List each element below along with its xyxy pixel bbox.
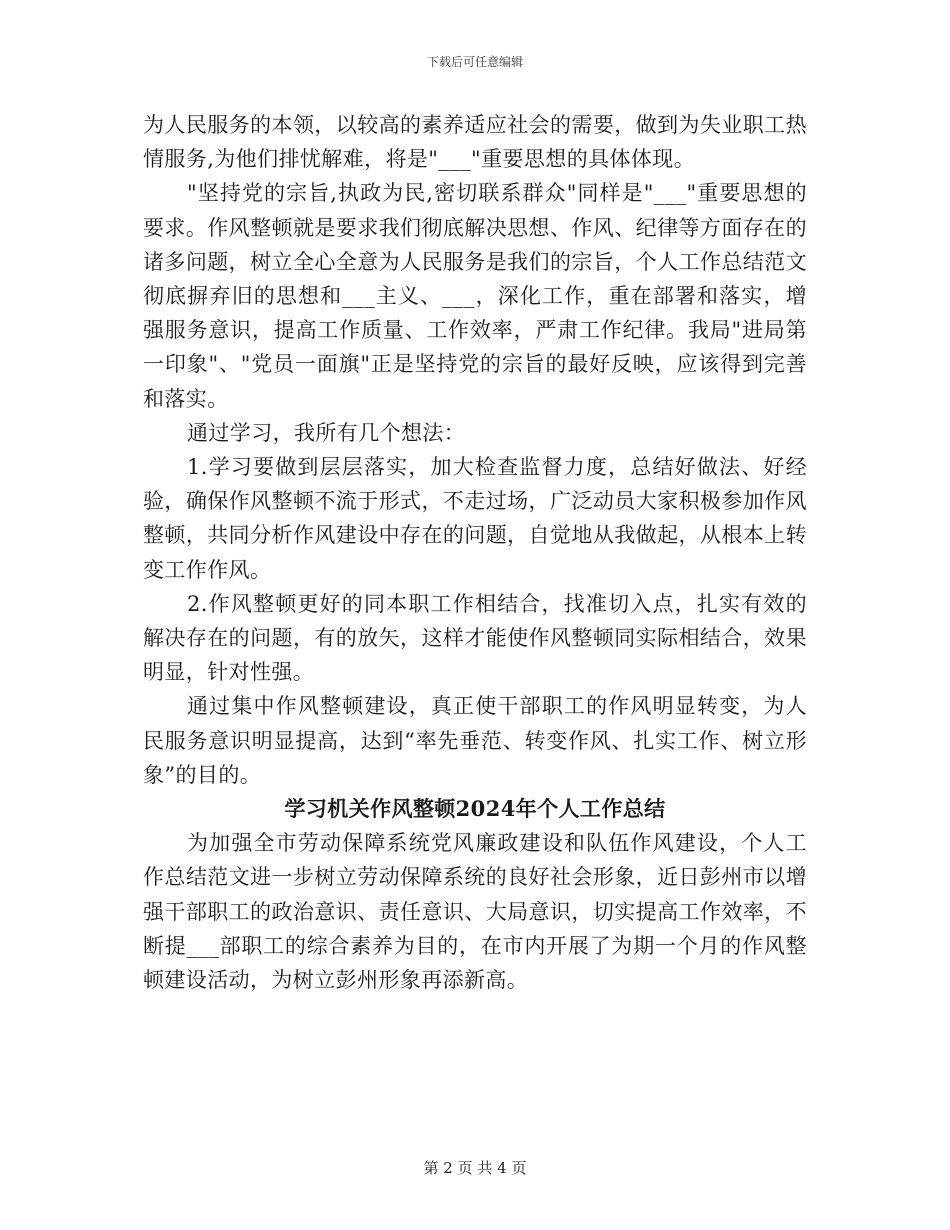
section-title: 学习机关作风整顿2024年个人工作总结 — [284, 796, 666, 822]
header-note: 下载后可任意编辑 — [426, 55, 523, 69]
paragraph-section-intro: 为加强全市劳动保障系统党风廉政建设和队伍作风建设，个人工作总结范文进一步树立劳动保障系统的良好社会形象，近日彭州市以增强干部职工的政治意识、责任意识、大局意识，切实提高工作效率，不断提___部职工的综合素养为目的，在市内开展了为期一个月的作风整顿建设活动，为树立彭州形象再添新高。 — [143, 831, 807, 993]
paragraph-point-2: 2.作风整顿更好的同本职工作相结合，找准切入点，扎实有效的解决存在的问题，有的放矢，这样才能使作风整顿同实际相结合，效果明显，针对性强。 — [143, 591, 807, 685]
paragraph-party-purpose: "坚持党的宗旨,执政为民,密切联系群众"同样是"___"重要思想的要求。作风整顿就是要求我们彻底解决思想、作风、纪律等方面存在的诸多问题，树立全心全意为人民服务是我们的宗旨，个人工作总结范文彻底摒弃旧的思想和___主义、___，深化工作，重在部署和落实，增强服务意识，提高工作质量、工作效率，严肃工作纪律。我局"进局第一印象"、"党员一面旗"正是坚持党的宗旨的最好反映，应该得到完善和落实。 — [143, 181, 807, 411]
document-body — [143, 108, 807, 997]
paragraph-point-1: 1.学习要做到层层落实，加大检查监督力度，总结好做法、好经验，确保作风整顿不流于形式，不走过场，广泛动员大家积极参加作风整顿，共同分析作风建设中存在的问题，自觉地从我做起，从根本上转变工作作风。 — [143, 455, 807, 582]
page-number: 第 2 页 共 4 页 — [423, 1159, 527, 1177]
paragraph-thoughts-intro: 通过学习，我所有几个想法： — [187, 420, 466, 445]
paragraph-continuation: 为人民服务的本领，以较高的素养适应社会的需要，做到为失业职工热情服务,为他们排忧解难，将是"___"重要思想的具体体现。 — [143, 113, 807, 172]
paragraph-conclusion: 通过集中作风整顿建设，真正使干部职工的作风明显转变，为人民服务意识明显提高，达到“率先垂范、转变作风、扎实工作、树立形象”的目的。 — [143, 694, 807, 787]
